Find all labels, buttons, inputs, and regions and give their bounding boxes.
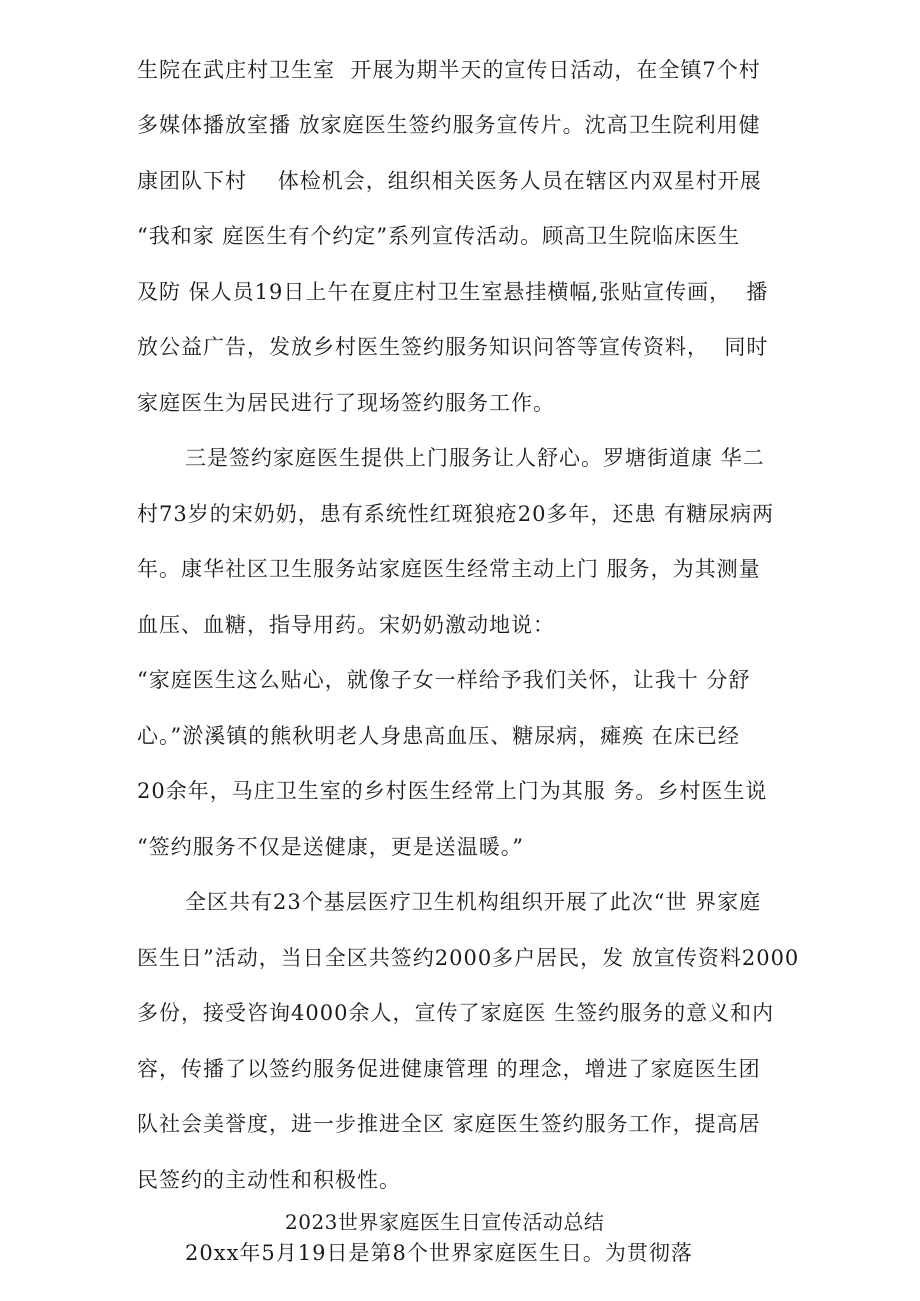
body-line: 多份，接受咨询4000余人，宣传了家庭医 生签约服务的意义和内 (137, 1001, 775, 1025)
body-line: 生院在武庄村卫生室 开展为期半天的宣传日活动，在全镇7个村 (137, 58, 761, 82)
quote-line: “家庭医生这么贴心，就像子女一样给予我们关怀，让我十 分舒 (137, 668, 751, 692)
body-line: 民签约的主动性和积极性。 (137, 1168, 401, 1192)
body-line: 及防 保人员19日上午在夏庄村卫生室悬挂横幅,张贴宣传画， 播 (137, 280, 769, 304)
body-line: 20余年，马庄卫生室的乡村医生经常上门为其服 务。乡村医生说 (137, 779, 768, 803)
paragraph-start: 全区共有23个基层医疗卫生机构组织开展了此次“世 界家庭 (185, 890, 762, 914)
body-line: 队社会美誉度，进一步推进全区 家庭医生签约服务工作，提高居 (137, 1112, 761, 1136)
body-line: 容，传播了以签约服务促进健康管理 的理念，增进了家庭医生团 (137, 1057, 761, 1081)
body-line: 血压、血糖，指导用药。宋奶奶激动地说： (137, 613, 555, 637)
quote-line: “签约服务不仅是送健康，更是送温暖。” (137, 835, 524, 859)
body-line: 康团队下村 体检机会，组织相关医务人员在辖区内双星村开展 (137, 169, 762, 193)
body-line: 家庭医生为居民进行了现场签约服务工作。 (137, 391, 555, 415)
body-line: 放公益广告，发放乡村医生签约服务知识问答等宣传资料， 同时 (137, 335, 769, 359)
paragraph-start: 三是签约家庭医生提供上门服务让人舒心。罗塘街道康 华二 (185, 446, 765, 470)
body-line: 村73岁的宋奶奶，患有系统性红斑狼疮20多年，还患 有糖尿病两 (137, 502, 775, 526)
body-line: “我和家 庭医生有个约定”系列宣传活动。顾高卫生院临床医生 (137, 224, 741, 248)
body-line: 多媒体播放室播 放家庭医生签约服务宣传片。沈高卫生院利用健 (137, 113, 761, 137)
body-line: 医生日”活动，当日全区共签约2000多户居民，发 放宣传资料2000 (137, 946, 800, 970)
body-line: 年。康华社区卫生服务站家庭医生经常主动上门 服务，为其测量 (137, 557, 761, 581)
body-line: 心。”淤溪镇的熊秋明老人身患高血压、糖尿病，瘫痪 在床已经 (137, 724, 740, 748)
paragraph-start: 20xx年5月19日是第8个世界家庭医生日。为贯彻落 (185, 1241, 693, 1265)
section-title: 2023世界家庭医生日宣传活动总结 (285, 1210, 605, 1234)
